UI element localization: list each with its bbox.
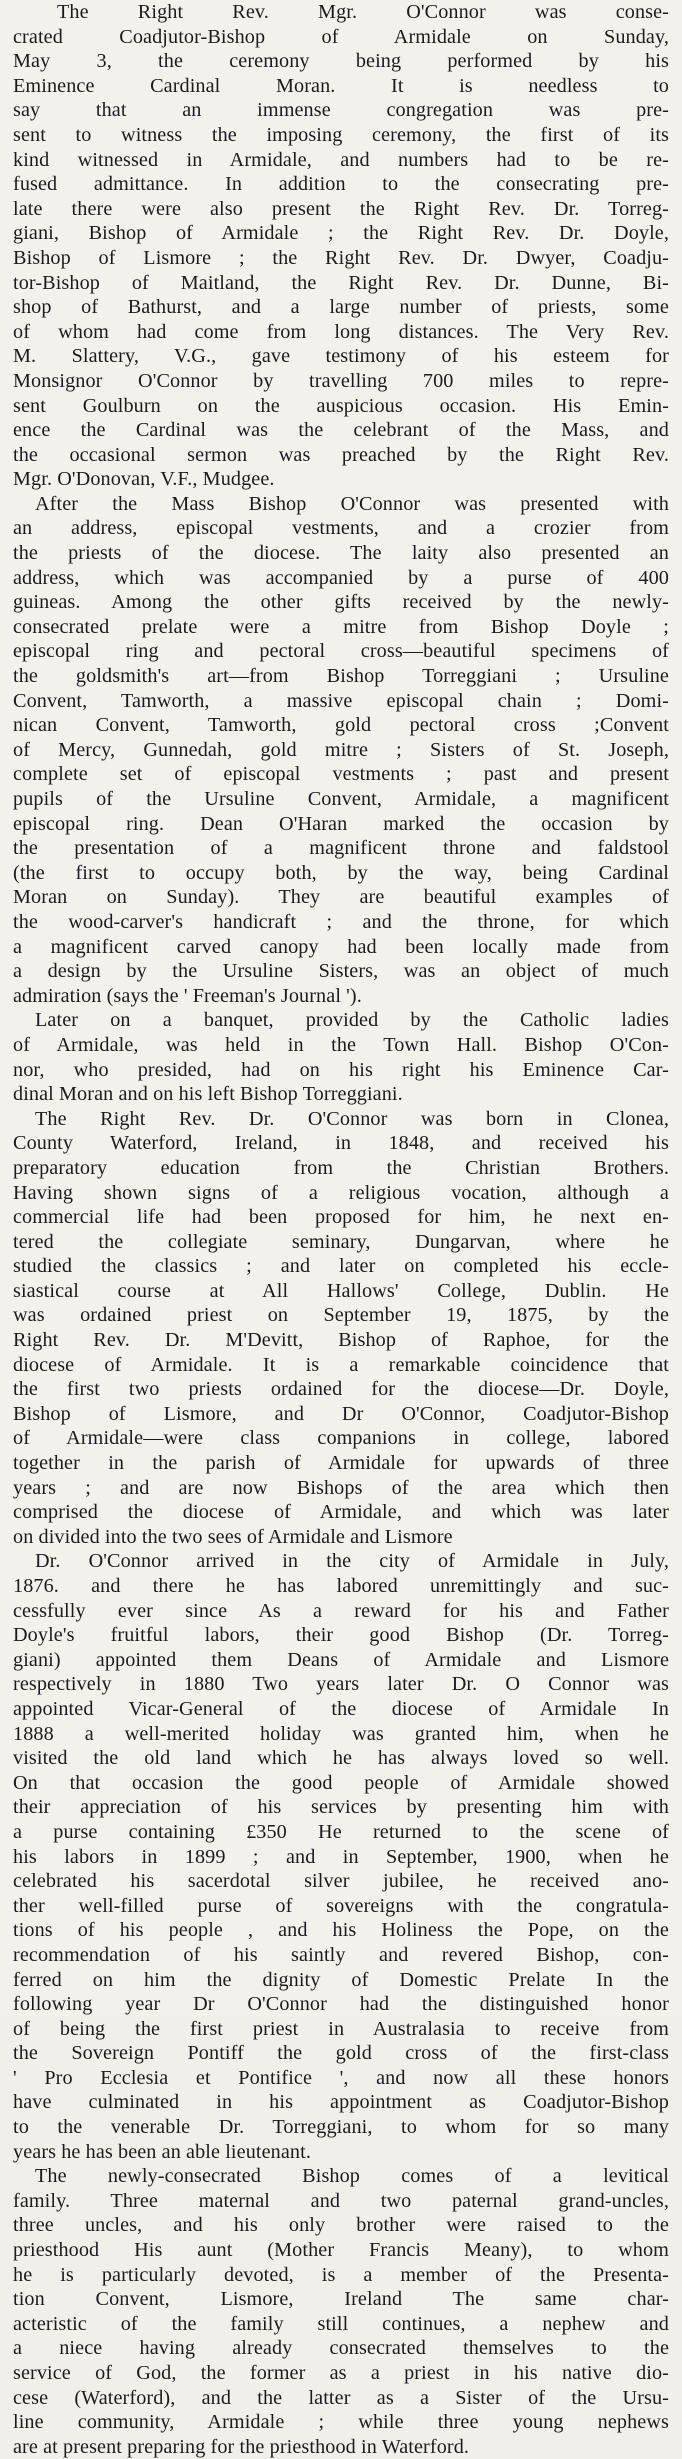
text-line: are at present preparing for the priesthood in Waterford. — [13, 2435, 470, 2458]
text-line: Right Rev. Dr. M'Devitt, Bishop of Raphoe, for the — [13, 1329, 669, 1352]
text-line: ' Pro Ecclesia et Pontifice ', and now all these honors — [13, 2066, 669, 2089]
text-line: the priests of the diocese. The laity also presented an — [13, 542, 669, 565]
text-line: nican Convent, Tamworth, gold pectoral cross ;Convent — [13, 714, 669, 737]
text-line: (the first to occupy both, by the way, being Cardinal — [13, 861, 669, 884]
text-line: fused admittance. In addition to the consecrating pre- — [13, 173, 669, 196]
text-line: consecrated prelate were a mitre from Bishop Doyle ; — [13, 615, 669, 638]
text-line: an address, episcopal vestments, and a crozier from — [13, 517, 669, 540]
text-line: Dr. O'Connor arrived in the city of Armidale in July, — [35, 1550, 669, 1573]
text-line: shop of Bathurst, and a large number of priests, some — [13, 296, 669, 319]
text-line: preparatory education from the Christian Brothers. — [13, 1156, 669, 1179]
text-line: episcopal ring and pectoral cross—beautiful specimens of — [13, 640, 669, 663]
article-body — [13, 0, 669, 2459]
text-line: together in the parish of Armidale for upwards of three — [13, 1452, 669, 1475]
text-line: the presentation of a magnificent throne and faldstool — [13, 837, 669, 860]
text-line: ence the Cardinal was the celebrant of the Mass, and — [13, 419, 669, 442]
text-line: three uncles, and his only brother were raised to the — [13, 2214, 669, 2237]
text-line: M. Slattery, V.G., gave testimony of his esteem for — [13, 345, 669, 368]
text-line: guineas. Among the other gifts received by the newly- — [13, 591, 669, 614]
text-line: his labors in 1899 ; and in September, 1900, when he — [13, 1845, 669, 1868]
text-line: visited the old land which he has always loved so well. — [13, 1747, 669, 1770]
text-line: giani) appointed them Deans of Armidale and Lismore — [13, 1648, 669, 1671]
text-line: Bishop of Lismore ; the Right Rev. Dr. Dwyer, Coadju- — [13, 246, 669, 269]
text-line: late there were also present the Right Rev. Dr. Torreg- — [13, 197, 669, 220]
text-line: Bishop of Lismore, and Dr O'Connor, Coadjutor-Bishop — [13, 1402, 669, 1425]
text-line: the occasional sermon was preached by the Right Rev. — [13, 443, 669, 466]
article-paragraph — [13, 1549, 669, 2164]
text-line: complete set of episcopal vestments ; past and present — [13, 763, 669, 786]
text-line: Eminence Cardinal Moran. It is needless to — [13, 74, 669, 97]
text-line: tered the collegiate seminary, Dungarvan, where he — [13, 1230, 669, 1253]
text-line: County Waterford, Ireland, in 1848, and received his — [13, 1132, 669, 1155]
text-line: years he has been an able lieutenant. — [13, 2140, 311, 2163]
text-line: tion Convent, Lismore, Ireland The same char- — [13, 2288, 669, 2311]
text-line: giani, Bishop of Armidale ; the Right Rev. Dr. Doyle, — [13, 222, 669, 245]
text-line: Mgr. O'Donovan, V.F., Mudgee. — [13, 468, 275, 491]
text-line: pupils of the Ursuline Convent, Armidale, a magnificent — [13, 788, 669, 810]
article-paragraph — [13, 1008, 669, 1106]
text-line: a design by the Ursuline Sisters, was an object of much — [13, 960, 669, 983]
text-line: address, which was accompanied by a purse of 400 — [13, 566, 669, 589]
text-line: a purse containing £350 He returned to the scene of — [13, 1820, 669, 1843]
text-line: On that occasion the good people of Armidale showed — [13, 1771, 669, 1794]
text-line: recommendation of his saintly and revered Bishop, con- — [13, 1943, 669, 1966]
article-paragraph — [13, 1107, 669, 1550]
text-line: episcopal ring. Dean O'Haran marked the occasion by — [13, 812, 669, 835]
text-line: sent Goulburn on the auspicious occasion. His Emin- — [13, 394, 669, 417]
text-line: to the venerable Dr. Torreggiani, to whom for so many — [13, 2116, 669, 2139]
text-line: studied the classics ; and later on completed his eccle- — [13, 1255, 669, 1278]
text-line: May 3, the ceremony being performed by his — [13, 50, 669, 73]
text-line: was ordained priest on September 19, 1875, by the — [13, 1304, 669, 1327]
text-line: crated Coadjutor-Bishop of Armidale on Sunday, — [13, 25, 669, 48]
text-line: commercial life had been proposed for him, he next en- — [13, 1206, 669, 1229]
text-line: of being the first priest in Australasia to receive from — [13, 2017, 669, 2040]
text-line: celebrated his sacerdotal silver jubilee, he received ano- — [13, 1870, 669, 1893]
text-line: line community, Armidale ; while three young nephews — [13, 2411, 669, 2434]
text-line: diocese of Armidale. It is a remarkable coincidence that — [13, 1353, 669, 1376]
text-line: of Armidale—were class companions in college, labored — [13, 1427, 669, 1450]
text-line: on divided into the two sees of Armidale and Lismore — [13, 1525, 453, 1548]
text-line: appointed Vicar-General of the diocese of Armidale In — [13, 1697, 669, 1720]
text-line: priesthood His aunt (Mother Francis Meany), to whom — [13, 2239, 669, 2262]
text-line: of Armidale, was held in the Town Hall. Bishop O'Con- — [13, 1033, 669, 1056]
text-line: say that an immense congregation was pre- — [13, 99, 669, 122]
text-line: Monsignor O'Connor by travelling 700 miles to repre- — [13, 369, 669, 392]
text-line: cessfully ever since As a reward for his and Father — [13, 1599, 669, 1622]
text-line: After the Mass Bishop O'Connor was presented with — [35, 492, 669, 515]
article-paragraph — [13, 2164, 669, 2459]
text-line: respectively in 1880 Two years later Dr. O Connor was — [13, 1673, 669, 1696]
text-line: he is particularly devoted, is a member of the Presenta- — [13, 2263, 669, 2286]
text-line: admiration (says the ' Freeman's Journal '). — [13, 984, 362, 1007]
text-line: acteristic of the family still continues, a nephew and — [13, 2312, 669, 2335]
text-line: dinal Moran and on his left Bishop Torreggiani. — [13, 1083, 403, 1106]
text-line: years ; and are now Bishops of the area which then — [13, 1476, 669, 1499]
text-line: a magnificent carved canopy had been locally made from — [13, 935, 669, 958]
text-line: The Right Rev. Mgr. O'Connor was conse- — [57, 1, 669, 23]
text-line: Having shown signs of a religious vocation, although a — [13, 1181, 669, 1204]
text-line: Convent, Tamworth, a massive episcopal chain ; Domi- — [13, 689, 669, 712]
text-line: Moran on Sunday). They are beautiful examples of — [13, 886, 669, 909]
text-line: 1888 a well-merited holiday was granted him, when he — [13, 1722, 669, 1745]
text-line: ther well-filled purse of sovereigns with the congratula- — [13, 1894, 669, 1917]
text-line: ferred on him the dignity of Domestic Prelate In the — [13, 1968, 669, 1991]
text-line: comprised the diocese of Armidale, and which was later — [13, 1501, 669, 1524]
text-line: of Mercy, Gunnedah, gold mitre ; Sisters of St. Joseph, — [13, 738, 669, 761]
text-line: have culminated in his appointment as Coadjutor-Bishop — [13, 2091, 669, 2114]
text-line: siastical course at All Hallows' College, Dublin. He — [13, 1279, 669, 1302]
text-line: a niece having already consecrated themselves to the — [13, 2337, 669, 2360]
text-line: nor, who presided, had on his right his Eminence Car- — [13, 1058, 669, 1081]
text-line: following year Dr O'Connor had the distinguished honor — [13, 1993, 669, 2016]
text-line: the goldsmith's art—from Bishop Torreggiani ; Ursuline — [13, 665, 669, 688]
text-line: of whom had come from long distances. The Very Rev. — [13, 320, 669, 343]
text-line: kind witnessed in Armidale, and numbers had to be re- — [13, 148, 669, 171]
text-line: Later on a banquet, provided by the Catholic ladies — [35, 1009, 669, 1032]
text-line: The newly-consecrated Bishop comes of a levitical — [35, 2165, 669, 2188]
text-line: 1876. and there he has labored unremittingly and suc- — [13, 1575, 669, 1597]
text-line: tor-Bishop of Maitland, the Right Rev. Dr. Dunne, Bi- — [13, 271, 669, 294]
text-line: service of God, the former as a priest in his native dio- — [13, 2362, 669, 2384]
text-line: tions of his people , and his Holiness the Pope, on the — [13, 1919, 669, 1942]
text-line: the wood-carver's handicraft ; and the throne, for which — [13, 910, 669, 933]
article-paragraph — [13, 0, 669, 492]
text-line: Doyle's fruitful labors, their good Bishop (Dr. Torreg- — [13, 1624, 669, 1647]
text-line: the Sovereign Pontiff the gold cross of the first-class — [13, 2042, 669, 2065]
text-line: sent to witness the imposing ceremony, the first of its — [13, 123, 669, 146]
text-line: the first two priests ordained for the diocese—Dr. Doyle, — [13, 1378, 669, 1401]
text-line: family. Three maternal and two paternal grand-uncles, — [13, 2189, 669, 2212]
text-line: The Right Rev. Dr. O'Connor was born in Clonea, — [35, 1107, 669, 1130]
text-line: cese (Waterford), and the latter as a Sister of the Ursu- — [13, 2386, 669, 2409]
text-line: their appreciation of his services by presenting him with — [13, 1796, 669, 1819]
article-paragraph — [13, 492, 669, 1008]
